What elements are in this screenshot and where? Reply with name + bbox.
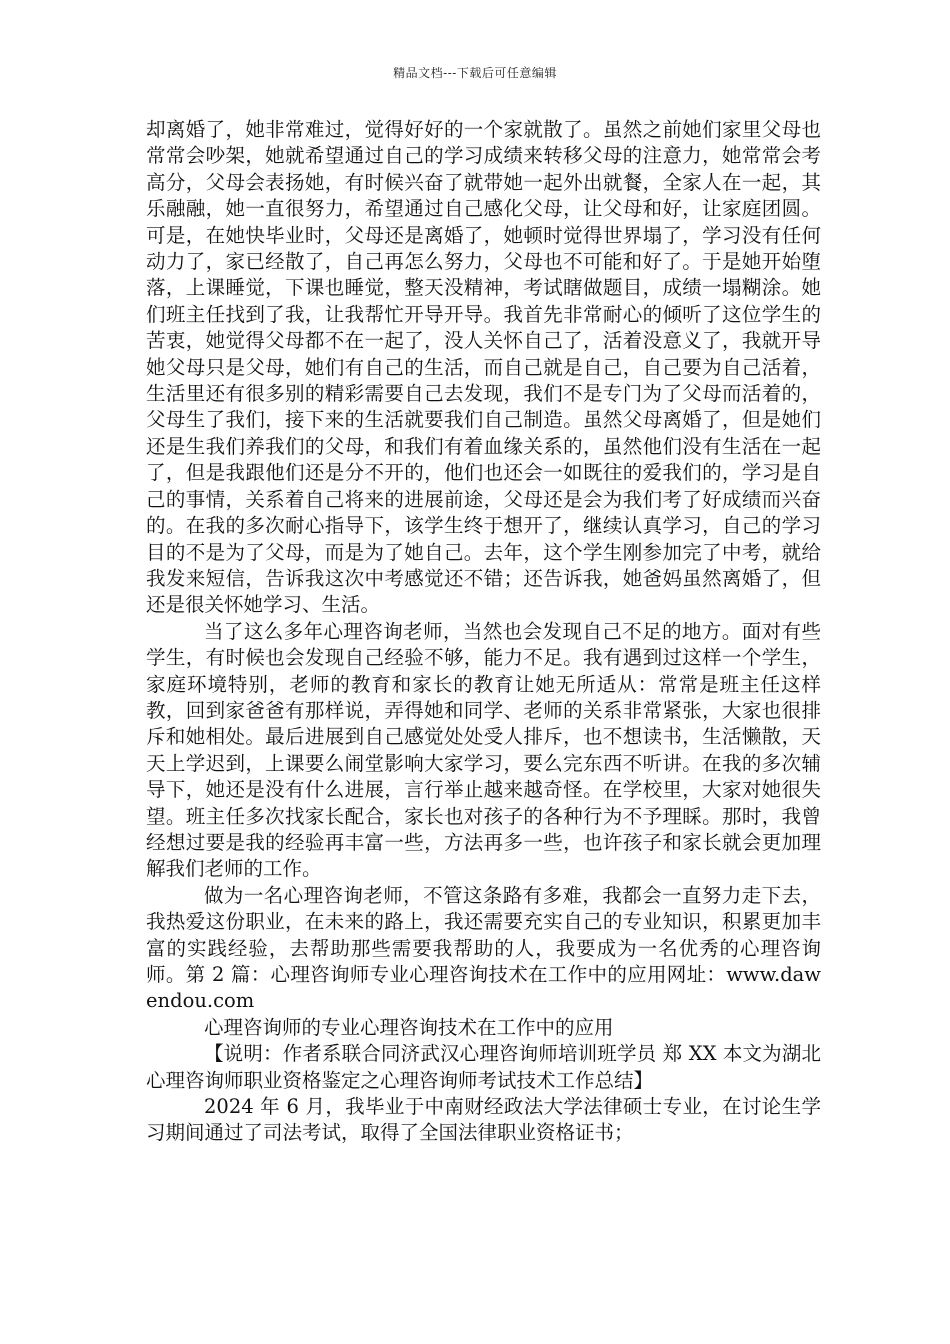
paragraph-1: 却离婚了，她非常难过，觉得好好的一个家就散了。虽然之前她们家里父母也常常会吵架，她就希望通过自己的学习成绩来转移父母的注意力，她常常会考高分，父母会表扬她，有时候兴奋了就带她一起外出就餐，全家人在一起，其乐融融，她一直很努力，希望通过自己感化父母，让父母和好，让家庭团圆。可是，在她快毕业时，父母还是离婚了，她顿时觉得世界塌了，学习没有任何动力了，家已经散了，自己再怎么努力，父母也不可能和好了。于是她开始堕落，上课睡觉，下课也睡觉，整天没精神，考试瞎做题目，成绩一塌糊涂。她们班主任找到了我，让我帮忙开导开导。我首先非常耐心的倾听了这位学生的苦衷，她觉得父母都不在一起了，没人关怀自己了，活着没意义了，我就开导她父母只是父母，她们有自己的生活，而自己就是自己，自己要为自己活着，生活里还有很多别的精彩需要自己去发现，我们不是专门为了父母而活着的，父母生了我们，接下来的生活就要我们自己制造。虽然父母离婚了，但是她们还是生我们养我们的父母，和我们有着血缘关系的，虽然他们没有生活在一起了，但是我跟他们还是分不开的，他们也还会一如既往的爱我们的，学习是自己的事情，关系着自己将来的进展前途，父母还是会为我们考了好成绩而兴奋的。在我的多次耐心指导下，该学生终于想开了，继续认真学习，自己的学习目的不是为了父母，而是为了她自己。去年，这个学生刚参加完了中考，就给我发来短信，告诉我这次中考感觉还不错；还告诉我，她爸妈虽然离婚了，但还是很关怀她学习、生活。 — [146, 118, 821, 617]
document-body — [146, 117, 821, 1147]
page-header: 精品文档---下载后可任意编辑 — [393, 66, 557, 80]
article-note: 【说明：作者系联合同济武汉心理咨询师培训班学员 郑 XX 本文为湖北心理咨询师职业资格鉴定之心理咨询师考试技术工作总结】 — [146, 1042, 821, 1092]
paragraph-4: 2024 年 6 月，我毕业于中南财经政法大学法律硕士专业，在讨论生学习期间通过了司法考试，取得了全国法律职业资格证书； — [146, 1095, 821, 1145]
paragraph-2: 当了这么多年心理咨询老师，当然也会发现自己不足的地方。面对有些学生，有时候也会发现自己经验不够，能力不足。我有遇到过这样一个学生，家庭环境特别，老师的教育和家长的教育让她无所适从：常常是班主任这样教，回到家爸爸有那样说，弄得她和同学、老师的关系非常紧张，大家也很排斥和她相处。最后进展到自己感觉处处受人排斥，也不想读书，生活懒散，天天上学迟到，上课要么闹堂影响大家学习，要么完东西不听讲。在我的多次辅导下，她还是没有什么进展，言行举止越来越奇怪。在学校里，大家对她很失望。班主任多次找家长配合，家长也对孩子的各种行为不予理睬。那时，我曾经想过要是我的经验再丰富一些，方法再多一些，也许孩子和家长就会更加理解我们老师的工作。 — [146, 619, 821, 881]
article-title: 心理咨询师的专业心理咨询技术在工作中的应用 — [204, 1015, 614, 1039]
paragraph-3: 做为一名心理咨询老师，不管这条路有多难，我都会一直努力走下去，我热爱这份职业，在未来的路上，我还需要充实自己的专业知识，积累更加丰富的实践经验，去帮助那些需要我帮助的人，我要成为一名优秀的心理咨询师。第 2 篇：心理咨询师专业心理咨询技术在工作中的应用网址：www.dawendou.com — [146, 883, 821, 1013]
